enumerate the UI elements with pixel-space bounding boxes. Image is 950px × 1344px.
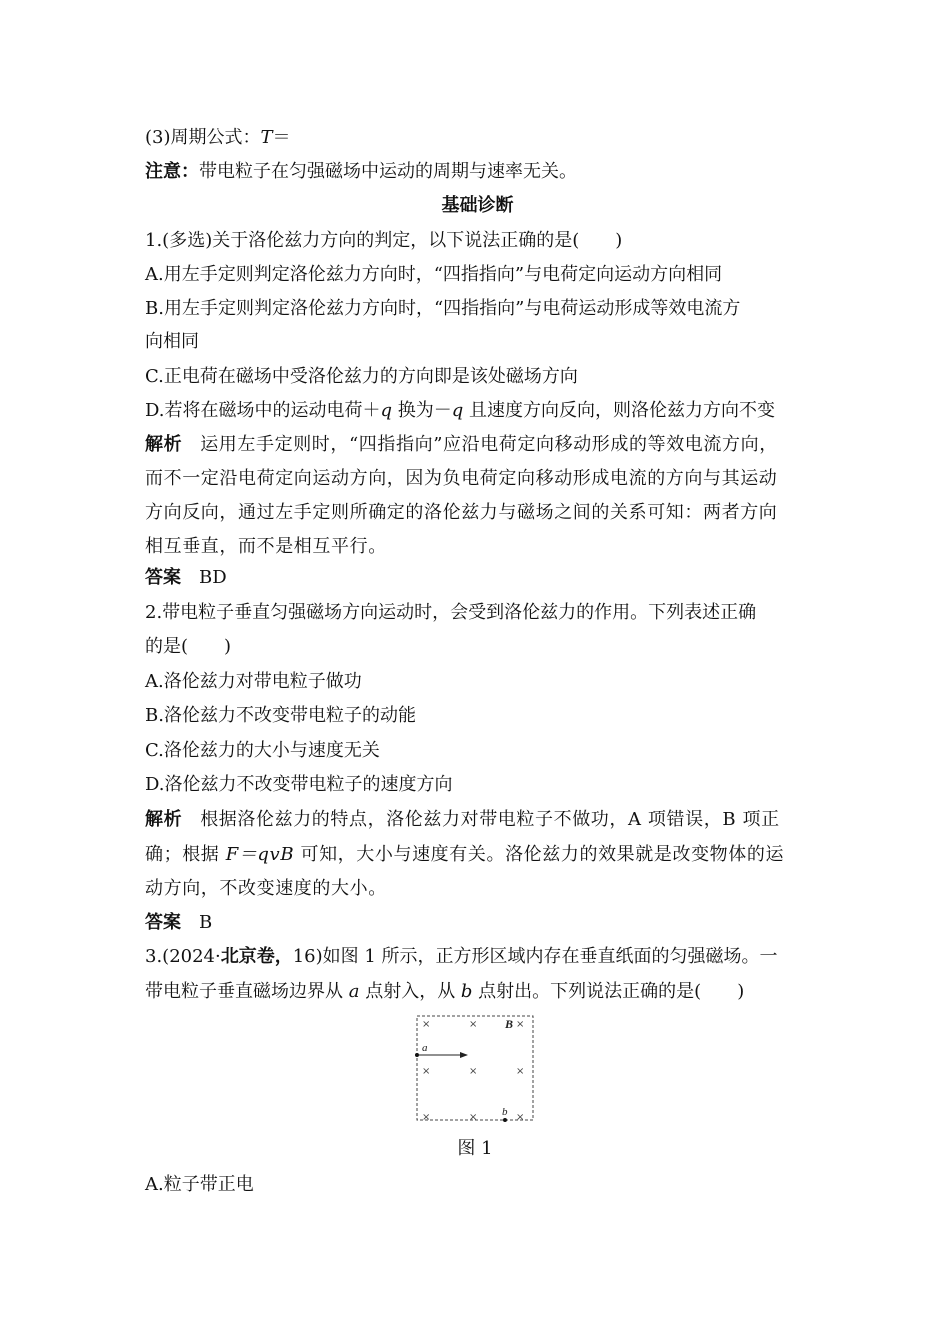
magnetic-field-figure [415, 1012, 537, 1124]
q1-analysis-label: 解析 [145, 434, 183, 455]
field-label-b: B [505, 1017, 514, 1031]
q2-analysis-2-pre: 确；根据 [145, 844, 226, 865]
q2-answer-value: B [199, 912, 213, 933]
point-b-label: b [460, 981, 473, 1002]
point-b-dot [503, 1118, 507, 1122]
q2-analysis-text-1: 根据洛伦兹力的特点，洛伦兹力对带电粒子不做功，A 项错误，B 项正 [200, 809, 780, 830]
q1-option-a: A.用左手定则判定洛伦兹力方向时，“四指指向”与电荷定向运动方向相同 [145, 264, 723, 285]
point-a-label: a [348, 981, 360, 1002]
section-title: 基础诊断 [441, 195, 514, 216]
q3-stem-pre: 3.(2024· [145, 946, 221, 967]
lorentz-formula: F＝qvB [225, 844, 295, 865]
q1-analysis-line1 [145, 433, 778, 457]
q3-source: 北京卷， [220, 946, 293, 967]
q2-analysis-line2 [145, 843, 784, 867]
field-cross: × [422, 1112, 431, 1123]
q1-d-mid: 换为－ [392, 400, 452, 421]
q2-analysis-label: 解析 [145, 809, 183, 830]
note-text: 带电粒子在匀强磁场中运动的周期与速率无关。 [199, 161, 577, 182]
q2-analysis-line1 [145, 808, 780, 832]
q1-analysis-line3: 方向反向，通过左手定则所确定的洛伦兹力与磁场之间的关系可知：两者方向 [145, 502, 778, 523]
field-crosses [422, 1019, 524, 1123]
period-prefix: (3)周期公式： [145, 127, 261, 148]
q2-answer-label: 答案 [145, 912, 181, 933]
q1-stem: 1.(多选)关于洛伦兹力方向的判定，以下说法正确的是( ) [145, 230, 623, 251]
q1-analysis-text-1: 运用左手定则时，“四指指向”应沿电荷定向移动形成的等效电流方向， [200, 434, 778, 455]
point-a-text: a [422, 1042, 428, 1054]
q1-d-charge-1: q [380, 400, 393, 421]
q3-stem-post: 16)如图 1 所示，正方形区域内存在垂直纸面的匀强磁场。一 [292, 946, 778, 967]
period-equals: ＝ [272, 127, 291, 148]
field-cross: × [469, 1066, 478, 1077]
q2-option-b: B.洛伦兹力不改变带电粒子的动能 [145, 705, 416, 726]
q3-stem2-post: 点射出。下列说法正确的是( ) [472, 981, 745, 1002]
q2-option-d: D.洛伦兹力不改变带电粒子的速度方向 [145, 774, 453, 795]
q1-d-pre: D.若将在磁场中的运动电荷＋ [145, 400, 381, 421]
q1-analysis-line2: 而不一定沿电荷定向运动方向，因为负电荷定向移动形成电流的方向与其运动 [145, 468, 778, 489]
q1-option-c: C.正电荷在磁场中受洛伦兹力的方向即是该处磁场方向 [145, 366, 578, 387]
q3-stem-line2 [145, 980, 744, 1004]
q2-option-a: A.洛伦兹力对带电粒子做功 [145, 671, 362, 692]
q1-option-b-line1: B.用左手定则判定洛伦兹力方向时，“四指指向”与电荷运动形成等效电流方 [145, 298, 741, 319]
point-b-text: b [502, 1106, 508, 1118]
q2-analysis-line3: 动方向，不改变速度的大小。 [145, 878, 387, 899]
q1-d-post: 且速度方向反向，则洛伦兹力方向不变 [463, 400, 776, 421]
q3-stem2-mid: 点射入，从 [359, 981, 461, 1002]
q1-answer-label: 答案 [145, 567, 181, 588]
q3-stem2-pre: 带电粒子垂直磁场边界从 [145, 981, 349, 1002]
q1-answer-value: BD [199, 567, 227, 588]
field-cross: × [516, 1019, 525, 1030]
q2-stem-line1: 2.带电粒子垂直匀强磁场方向运动时，会受到洛伦兹力的作用。下列表述正确 [145, 602, 757, 623]
q3-stem-line1 [145, 945, 778, 969]
q3-option-a: A.粒子带正电 [145, 1174, 254, 1195]
field-cross: × [469, 1019, 478, 1030]
q1-option-b-line2: 向相同 [145, 331, 199, 352]
note-line [145, 160, 577, 184]
field-cross: × [422, 1066, 431, 1077]
q2-stem-line2: 的是( ) [145, 636, 232, 657]
q2-answer-line [145, 911, 212, 935]
period-variable: T [260, 127, 273, 148]
field-cross: × [469, 1112, 478, 1123]
figure-caption: 图 1 [457, 1138, 493, 1159]
period-formula-line [145, 126, 291, 150]
q1-answer-line [145, 566, 227, 590]
q2-option-c: C.洛伦兹力的大小与速度无关 [145, 740, 380, 761]
note-label: 注意： [145, 161, 199, 182]
q2-analysis-2-post: 可知，大小与速度有关。洛伦兹力的效果就是改变物体的运 [294, 844, 785, 865]
field-cross: × [516, 1066, 525, 1077]
q1-d-charge-2: q [451, 400, 464, 421]
field-cross: × [516, 1112, 525, 1123]
field-cross: × [422, 1019, 431, 1030]
q1-analysis-line4: 相互垂直，而不是相互平行。 [145, 536, 387, 557]
q1-option-d [145, 399, 775, 423]
